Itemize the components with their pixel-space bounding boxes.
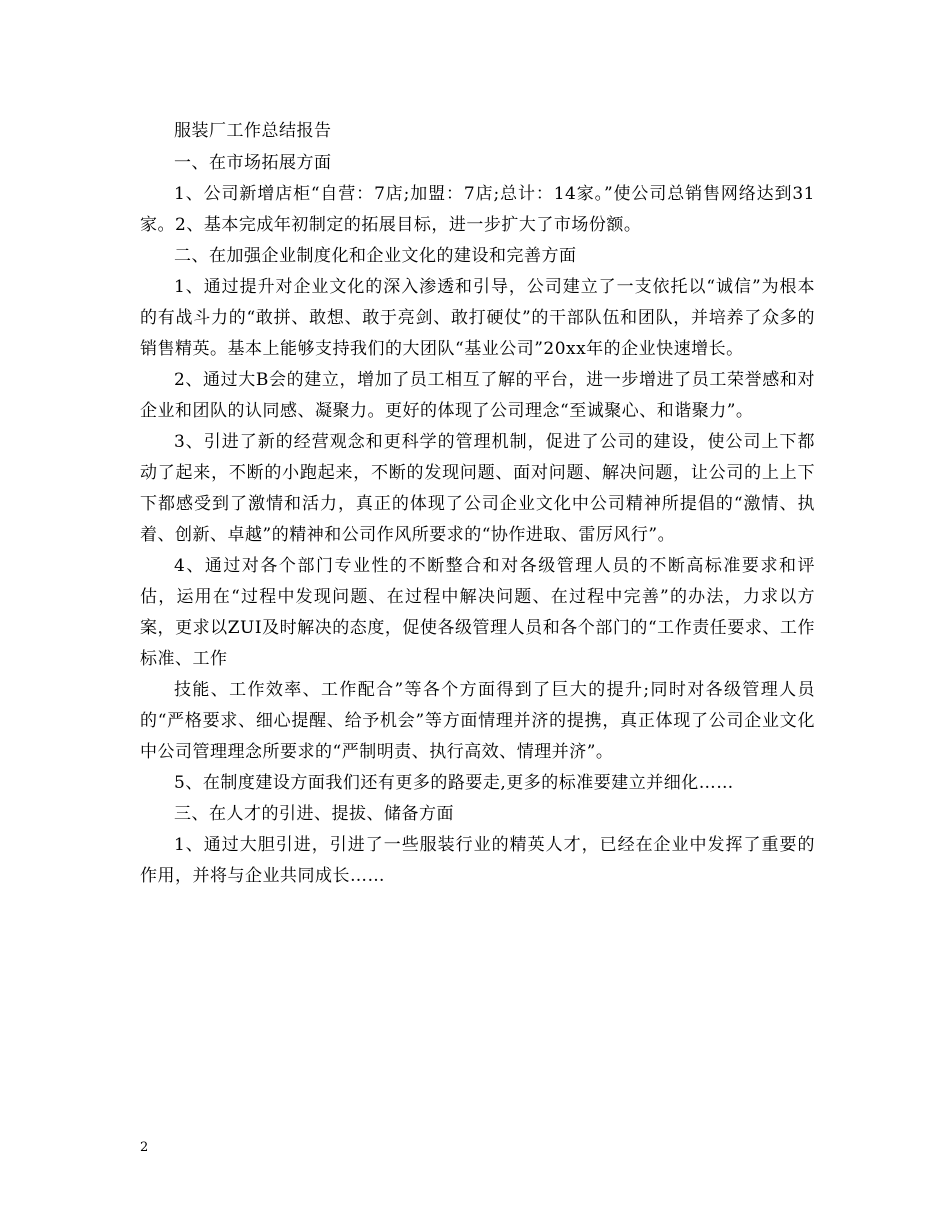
paragraph: 技能、工作效率、工作配合”等各个方面得到了巨大的提升;同时对各级管理人员的“严格要求、细心提醒、给予机会”等方面情理并济的提携，真正体现了公司企业文化中公司管理理念所要求的“严制明责、执行高效、情理并济”。 [140,680,815,762]
section-heading-2: 二、在加强企业制度化和企业文化的建设和完善方面 [174,246,577,266]
document-title: 服装厂工作总结报告 [174,121,332,141]
document-body [140,116,815,892]
section-heading-1: 一、在市场拓展方面 [174,153,332,173]
paragraph: 1、通过提升对企业文化的深入渗透和引导，公司建立了一支依托以“诚信”为根本的有战斗力的“敢拼、敢想、敢于亮剑、敢打硬仗”的干部队伍和团队，并培养了众多的销售精英。基本上能够支持我们的大团队“基业公司”20xx年的企业快速增长。 [140,277,815,359]
paragraph: 4、通过对各个部门专业性的不断整合和对各级管理人员的不断高标准要求和评估，运用在“过程中发现问题、在过程中解决问题、在过程中完善”的办法，力求以方案，更求以ZUI及时解决的态度，促使各级管理人员和各个部门的“工作责任要求、工作标准、工作 [140,556,815,669]
paragraph: 1、公司新增店柜“自营：7店;加盟：7店;总计：14家。”使公司总销售网络达到31家。2、基本完成年初制定的拓展目标，进一步扩大了市场份额。 [140,184,815,235]
paragraph: 3、引进了新的经营观念和更科学的管理机制，促进了公司的建设，使公司上下都动了起来，不断的小跑起来，不断的发现问题、面对问题、解决问题，让公司的上上下下都感受到了激情和活力，真正的体现了公司企业文化中公司精神所提倡的“激情、执着、创新、卓越”的精神和公司作风所要求的“协作进取、雷厉风行”。 [140,432,815,545]
paragraph: 5、在制度建设方面我们还有更多的路要走,更多的标准要建立并细化…… [174,773,734,793]
paragraph: 2、通过大B会的建立，增加了员工相互了解的平台，进一步增进了员工荣誉感和对企业和团队的认同感、凝聚力。更好的体现了公司理念“至诚聚心、和谐聚力”。 [140,370,815,421]
page-number: 2 [140,1140,149,1155]
section-heading-3: 三、在人才的引进、提拔、储备方面 [174,804,454,824]
paragraph: 1、通过大胆引进，引进了一些服装行业的精英人才，已经在企业中发挥了重要的作用，并将与企业共同成长…… [140,835,815,886]
